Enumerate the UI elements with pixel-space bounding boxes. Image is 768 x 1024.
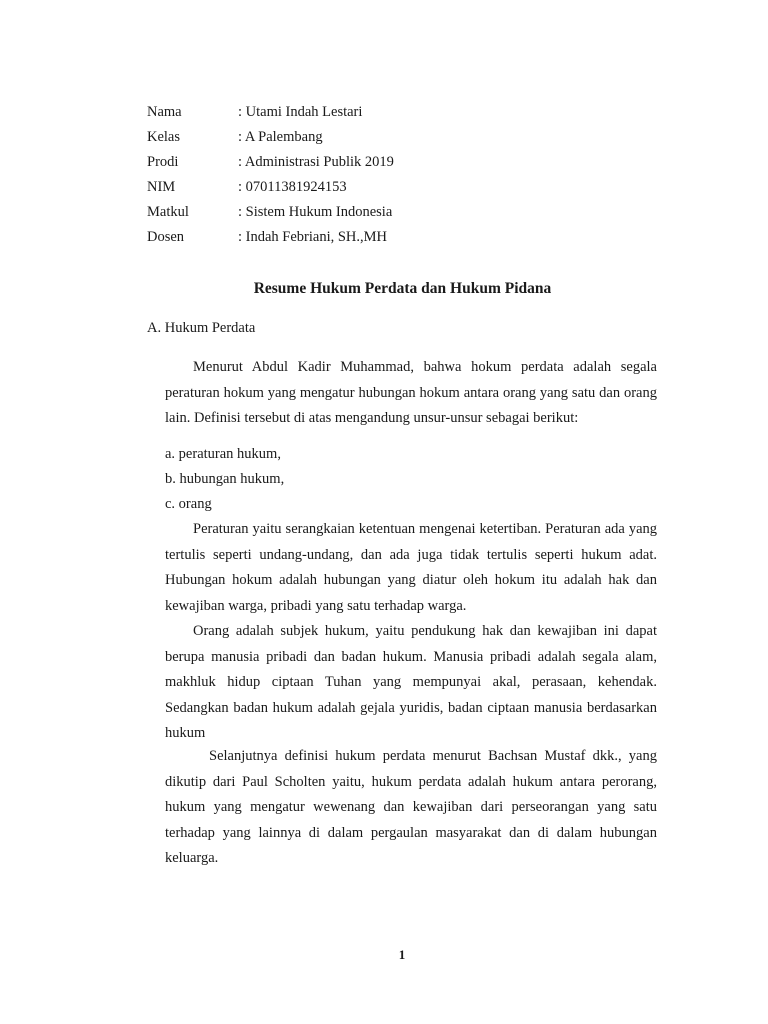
info-value: : 07011381924153 <box>238 179 347 195</box>
paragraph: Peraturan yaitu serangkaian ketentuan mengenai ketertiban. Peraturan ada yang tertulis seperti undang-undang, dan ada juga tidak tertulis seperti hukum adat. Hubungan hokum adalah hubungan yang diatur oleh hokum itu adalah hak dan kewajiban warga, pribadi yang satu terhadap warga. <box>165 521 657 614</box>
page-number: 1 <box>398 947 406 962</box>
info-row-nim <box>147 177 394 202</box>
info-row-matkul <box>147 202 394 227</box>
paragraph: Orang adalah subjek hukum, yaitu pendukung hak dan kewajiban ini dapat berupa manusia pribadi dan badan hukum. Manusia pribadi adalah segala alam, makhluk hidup ciptaan Tuhan yang mempunyai akal, perasaan, kehendak. Sedangkan badan hukum adalah gejala yuridis, badan ciptaan manusia berdasarkan hukum <box>165 623 657 741</box>
info-row-prodi <box>147 152 394 177</box>
info-row-nama <box>147 102 394 127</box>
info-label: Dosen <box>147 229 185 245</box>
list-item: c. orang <box>165 496 212 512</box>
list-item: b. hubungan hukum, <box>165 471 285 487</box>
list-item: a. peraturan hukum, <box>165 446 281 462</box>
document-title: Resume Hukum Perdata dan Hukum Pidana <box>253 280 552 297</box>
paragraph: Selanjutnya definisi hukum perdata menurut Bachsan Mustaf dkk., yang dikutip dari Paul Scholten yaitu, hukum perdata adalah hukum antara perorang, hukum yang mengatur wewenang dan kewajiban dari perseorangan yang satu terhadap yang lainnya di dalam pergaulan masyarakat dan di dalam hubungan keluarga. <box>165 748 657 866</box>
info-label: Matkul <box>147 204 189 220</box>
info-label: Prodi <box>147 154 179 170</box>
info-value: : Sistem Hukum Indonesia <box>238 204 393 220</box>
info-label: Kelas <box>147 129 181 145</box>
info-value: : Indah Febriani, SH.,MH <box>238 229 388 245</box>
info-value: : A Palembang <box>238 129 323 145</box>
info-row-dosen <box>147 227 394 252</box>
section-heading: A. Hukum Perdata <box>147 320 256 336</box>
student-info <box>147 102 394 252</box>
info-label: NIM <box>147 179 176 195</box>
info-label: Nama <box>147 104 182 120</box>
element-list <box>165 443 284 518</box>
info-row-kelas <box>147 127 394 152</box>
info-value: : Utami Indah Lestari <box>238 104 363 120</box>
info-value: : Administrasi Publik 2019 <box>238 154 394 170</box>
paragraph: Menurut Abdul Kadir Muhammad, bahwa hokum perdata adalah segala peraturan hokum yang mengatur hubungan hokum antara orang yang satu dan orang lain. Definisi tersebut di atas mengandung unsur-unsur sebagai berikut: <box>165 359 657 426</box>
